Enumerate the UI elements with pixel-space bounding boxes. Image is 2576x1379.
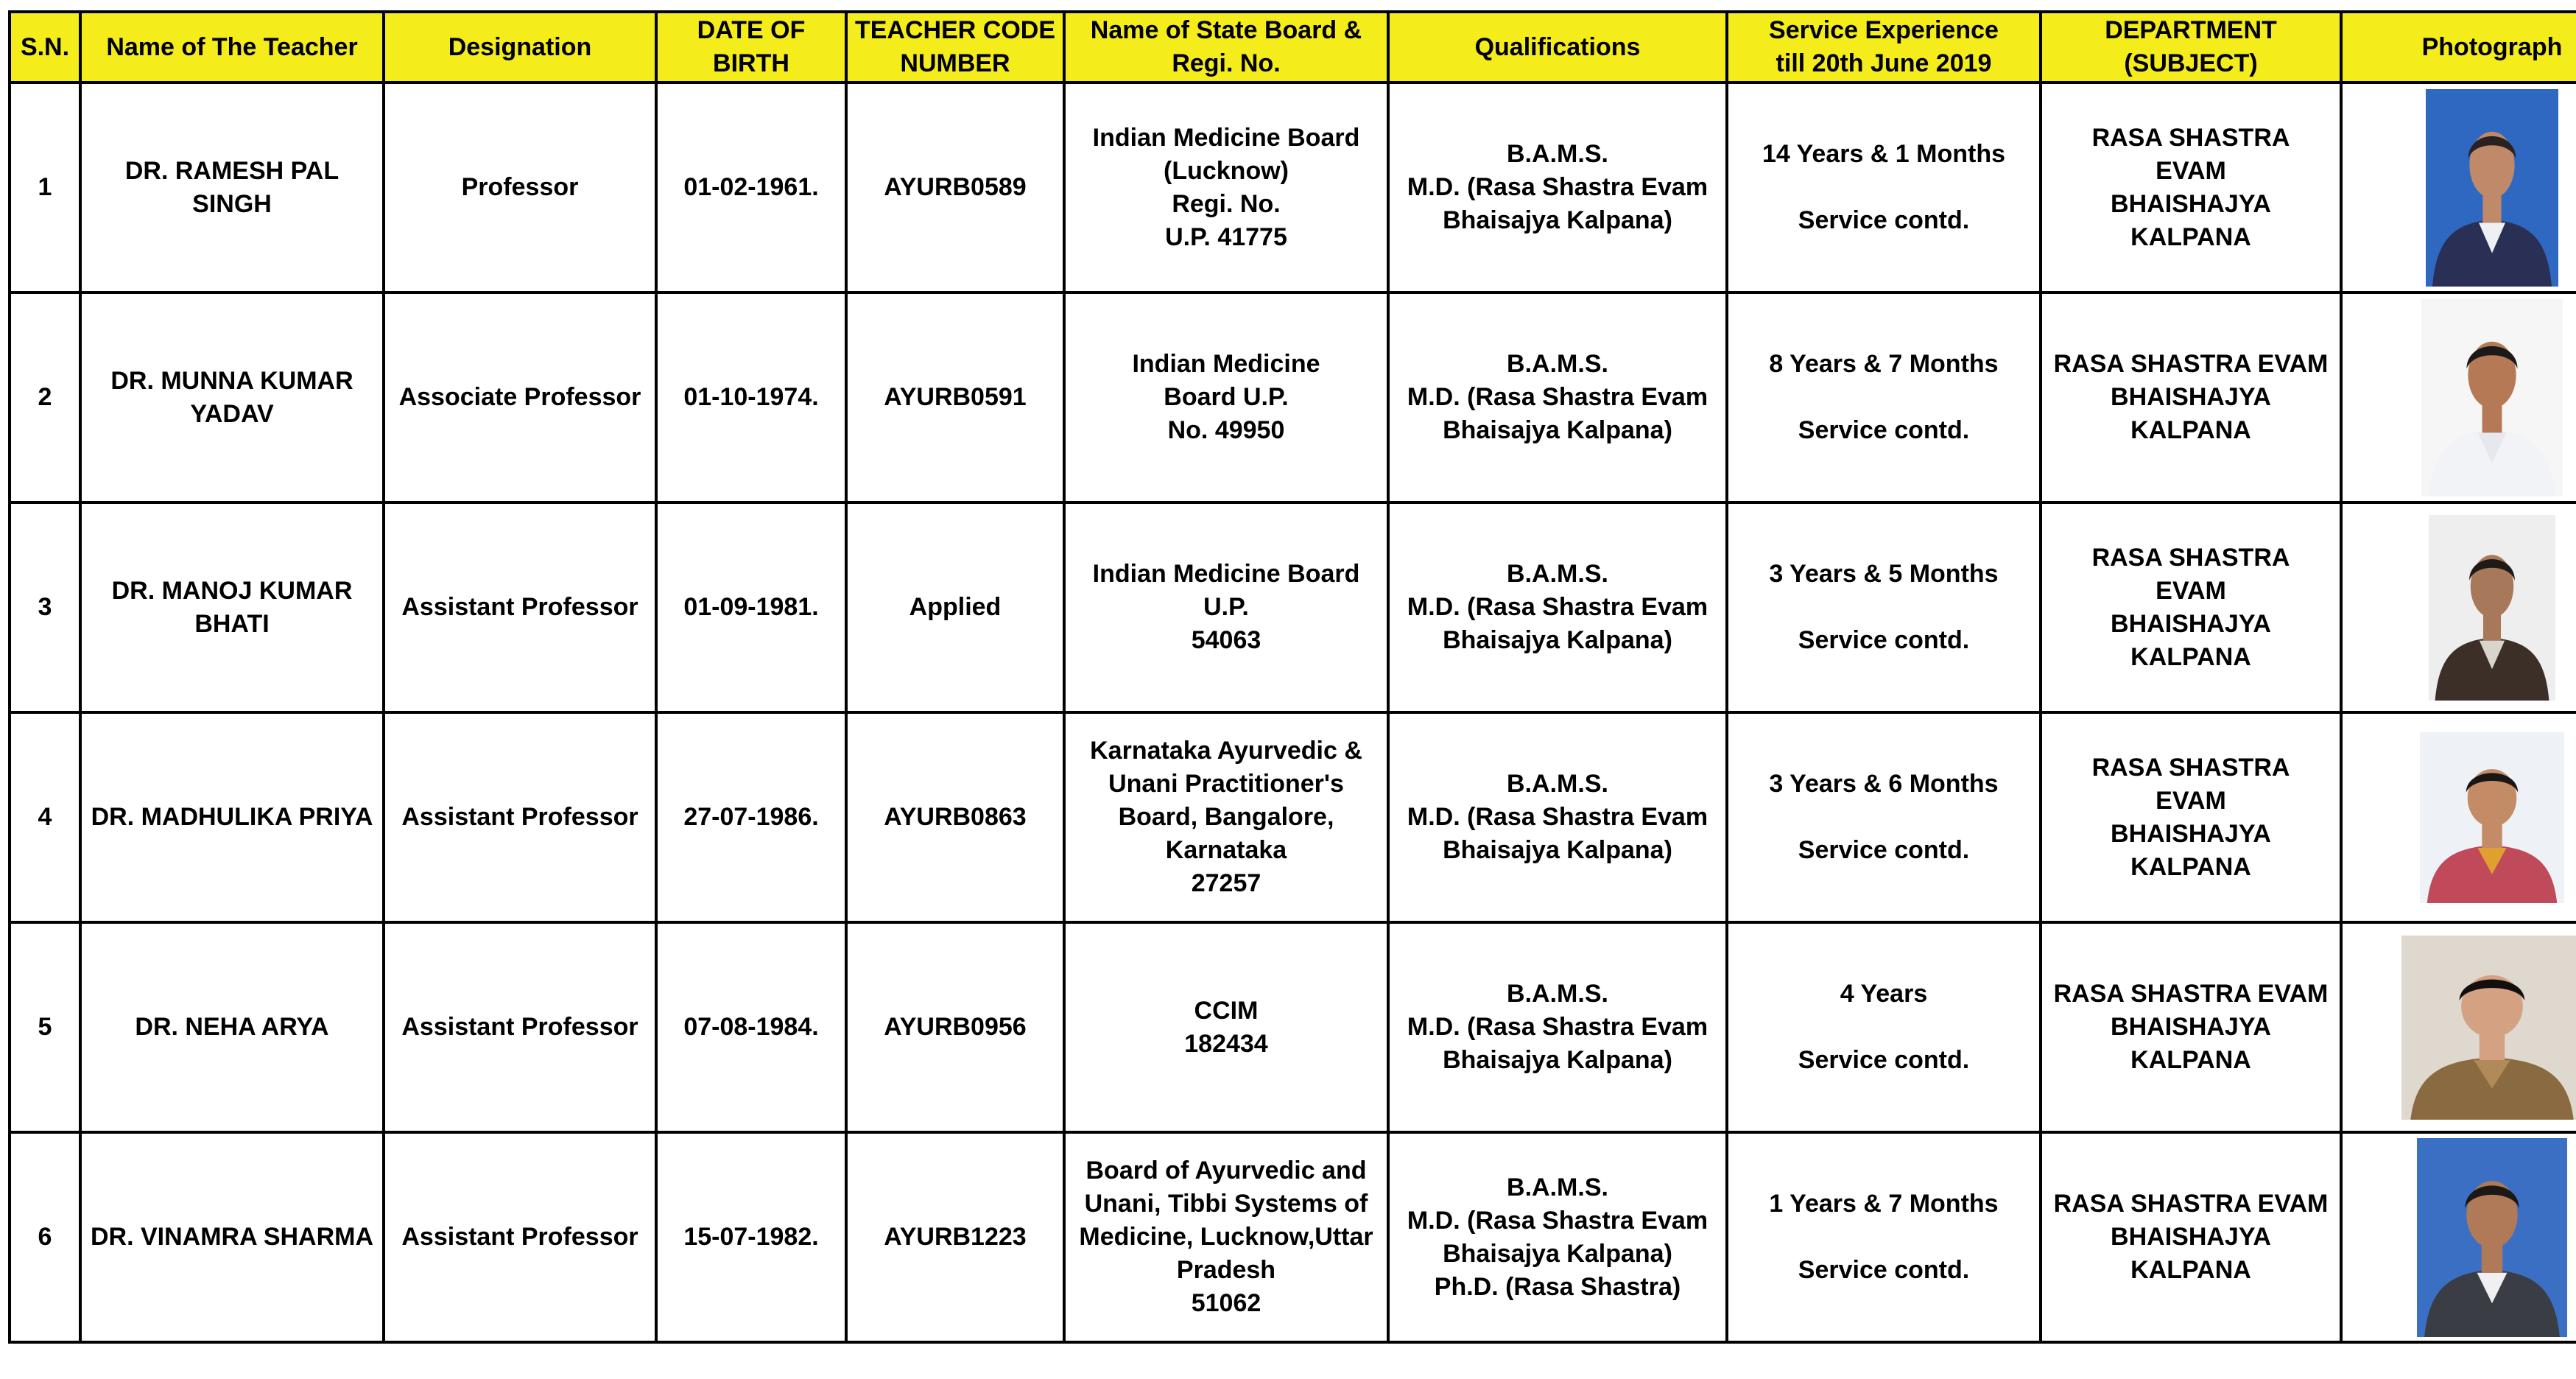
header-name: Name of The Teacher [80, 12, 384, 83]
cell-designation [384, 922, 656, 1132]
cell-department [2041, 292, 2341, 502]
cell-board [1064, 292, 1388, 502]
cell-photo [2341, 712, 2576, 922]
cell-dob [656, 922, 846, 1132]
cell-dob [656, 83, 846, 292]
dob-text: 01-09-1981. [683, 593, 819, 621]
cell-designation [384, 83, 656, 292]
qualifications-text: B.A.M.S. M.D. (Rasa Shastra Evam Bhaisajya Kalpana) [1407, 980, 1708, 1074]
qualifications-text: B.A.M.S. M.D. (Rasa Shastra Evam Bhaisajya Kalpana) [1407, 350, 1708, 444]
header-department: DEPARTMENT (SUBJECT) [2041, 12, 2341, 83]
designation-text: Associate Professor [398, 383, 641, 411]
cell-board [1064, 712, 1388, 922]
code-text: AYURB0591 [884, 383, 1027, 411]
name-text: DR. MADHULIKA PRIYA [91, 803, 373, 831]
cell-experience [1727, 922, 2041, 1132]
cell-qualifications [1388, 502, 1727, 712]
name-text: DR. MUNNA KUMAR YADAV [110, 366, 353, 428]
name-text: DR. RAMESH PAL SINGH [124, 156, 339, 218]
header-qualifications: Qualifications [1388, 12, 1727, 83]
qualifications-text: B.A.M.S. M.D. (Rasa Shastra Evam Bhaisajya Kalpana) [1407, 140, 1708, 234]
cell-experience [1727, 83, 2041, 292]
cell-designation [384, 1132, 656, 1342]
cell-board [1064, 83, 1388, 292]
sn-text: 1 [38, 173, 52, 201]
cell-photo [2341, 292, 2576, 502]
teacher-photo [2420, 732, 2564, 903]
board-text: Indian Medicine Board U.P. No. 49950 [1132, 350, 1320, 444]
sn-text: 2 [38, 383, 52, 411]
cell-qualifications [1388, 83, 1727, 292]
cell-sn [10, 712, 80, 922]
cell-experience [1727, 1132, 2041, 1342]
dob-text: 07-08-1984. [683, 1013, 819, 1041]
cell-code [846, 502, 1064, 712]
qualifications-text: B.A.M.S. M.D. (Rasa Shastra Evam Bhaisajya Kalpana) Ph.D. (Rasa Shastra) [1407, 1173, 1708, 1301]
teacher-photo [2429, 515, 2555, 701]
teacher-photo [2426, 89, 2558, 287]
board-text: Karnataka Ayurvedic & Unani Practitioner's Board, Bangalore, Karnataka 27257 [1090, 737, 1362, 897]
table-row [10, 292, 2576, 502]
sn-text: 3 [38, 593, 52, 621]
cell-qualifications [1388, 292, 1727, 502]
dob-text: 01-10-1974. [683, 383, 819, 411]
cell-code [846, 712, 1064, 922]
dob-text: 15-07-1982. [683, 1223, 819, 1251]
cell-designation [384, 292, 656, 502]
department-text: RASA SHASTRA EVAM BHAISHAJYA KALPANA [2053, 350, 2329, 444]
teacher-photo [2417, 1138, 2567, 1337]
cell-photo [2341, 83, 2576, 292]
department-text: RASA SHASTRA EVAM BHAISHAJYA KALPANA [2091, 123, 2290, 251]
code-text: AYURB0956 [884, 1013, 1027, 1041]
designation-text: Assistant Professor [401, 1223, 638, 1251]
table-row [10, 712, 2576, 922]
teacher-photo [2401, 936, 2576, 1120]
table-row [10, 502, 2576, 712]
teacher-photo [2421, 299, 2563, 496]
code-text: AYURB1223 [884, 1223, 1027, 1251]
code-text: Applied [909, 593, 1002, 621]
department-text: RASA SHASTRA EVAM BHAISHAJYA KALPANA [2053, 980, 2329, 1074]
experience-text: 8 Years & 7 Months Service contd. [1769, 350, 1999, 444]
cell-photo [2341, 922, 2576, 1132]
name-text: DR. MANOJ KUMAR BHATI [111, 576, 353, 638]
cell-experience [1727, 502, 2041, 712]
designation-text: Assistant Professor [401, 1013, 638, 1041]
board-text: Indian Medicine Board U.P. 54063 [1092, 560, 1360, 654]
cell-name [80, 922, 384, 1132]
cell-board [1064, 1132, 1388, 1342]
cell-department [2041, 83, 2341, 292]
cell-name [80, 292, 384, 502]
designation-text: Assistant Professor [401, 593, 638, 621]
cell-photo [2341, 502, 2576, 712]
department-text: RASA SHASTRA EVAM BHAISHAJYA KALPANA [2053, 1190, 2329, 1284]
cell-board [1064, 922, 1388, 1132]
cell-dob [656, 292, 846, 502]
cell-sn [10, 1132, 80, 1342]
board-text: Indian Medicine Board (Lucknow) Regi. No. U.P. 41775 [1092, 123, 1360, 251]
cell-sn [10, 922, 80, 1132]
sn-text: 6 [38, 1223, 52, 1251]
experience-text: 4 Years Service contd. [1798, 980, 1970, 1074]
experience-text: 14 Years & 1 Months Service contd. [1762, 140, 2006, 234]
cell-qualifications [1388, 712, 1727, 922]
cell-name [80, 1132, 384, 1342]
cell-qualifications [1388, 1132, 1727, 1342]
department-text: RASA SHASTRA EVAM BHAISHAJYA KALPANA [2091, 753, 2290, 881]
header-row [10, 12, 2576, 83]
teachers-table [8, 10, 2576, 1344]
cell-board [1064, 502, 1388, 712]
cell-department [2041, 712, 2341, 922]
table-row [10, 83, 2576, 292]
cell-designation [384, 712, 656, 922]
cell-photo [2341, 1132, 2576, 1342]
cell-designation [384, 502, 656, 712]
header-board: Name of State Board & Regi. No. [1064, 12, 1388, 83]
dob-text: 27-07-1986. [683, 803, 819, 831]
cell-code [846, 83, 1064, 292]
cell-name [80, 502, 384, 712]
code-text: AYURB0589 [884, 173, 1027, 201]
board-text: Board of Ayurvedic and Unani, Tibbi Systems of Medicine, Lucknow,Uttar Pradesh 51062 [1079, 1157, 1373, 1317]
cell-experience [1727, 712, 2041, 922]
cell-sn [10, 83, 80, 292]
experience-text: 3 Years & 5 Months Service contd. [1769, 560, 1999, 654]
sn-text: 4 [38, 803, 52, 831]
experience-text: 3 Years & 6 Months Service contd. [1769, 770, 1999, 864]
header-experience: Service Experience till 20th June 2019 [1727, 12, 2041, 83]
qualifications-text: B.A.M.S. M.D. (Rasa Shastra Evam Bhaisajya Kalpana) [1407, 770, 1708, 864]
cell-department [2041, 502, 2341, 712]
cell-code [846, 292, 1064, 502]
cell-name [80, 712, 384, 922]
header-photo: Photograph [2341, 12, 2576, 83]
cell-experience [1727, 292, 2041, 502]
name-text: DR. VINAMRA SHARMA [90, 1223, 374, 1251]
cell-code [846, 1132, 1064, 1342]
designation-text: Assistant Professor [401, 803, 638, 831]
table-row [10, 922, 2576, 1132]
cell-dob [656, 1132, 846, 1342]
header-sn: S.N. [10, 12, 80, 83]
qualifications-text: B.A.M.S. M.D. (Rasa Shastra Evam Bhaisajya Kalpana) [1407, 560, 1708, 654]
cell-sn [10, 292, 80, 502]
sn-text: 5 [38, 1013, 52, 1041]
cell-dob [656, 502, 846, 712]
cell-qualifications [1388, 922, 1727, 1132]
header-code: TEACHER CODE NUMBER [846, 12, 1064, 83]
code-text: AYURB0863 [884, 803, 1027, 831]
cell-department [2041, 922, 2341, 1132]
cell-department [2041, 1132, 2341, 1342]
cell-sn [10, 502, 80, 712]
table-row [10, 1132, 2576, 1342]
cell-name [80, 83, 384, 292]
header-designation: Designation [384, 12, 656, 83]
experience-text: 1 Years & 7 Months Service contd. [1769, 1190, 1999, 1284]
department-text: RASA SHASTRA EVAM BHAISHAJYA KALPANA [2091, 543, 2290, 671]
header-dob: DATE OF BIRTH [656, 12, 846, 83]
cell-code [846, 922, 1064, 1132]
dob-text: 01-02-1961. [683, 173, 819, 201]
cell-dob [656, 712, 846, 922]
designation-text: Professor [461, 173, 579, 201]
name-text: DR. NEHA ARYA [135, 1013, 329, 1041]
board-text: CCIM 182434 [1184, 996, 1268, 1058]
